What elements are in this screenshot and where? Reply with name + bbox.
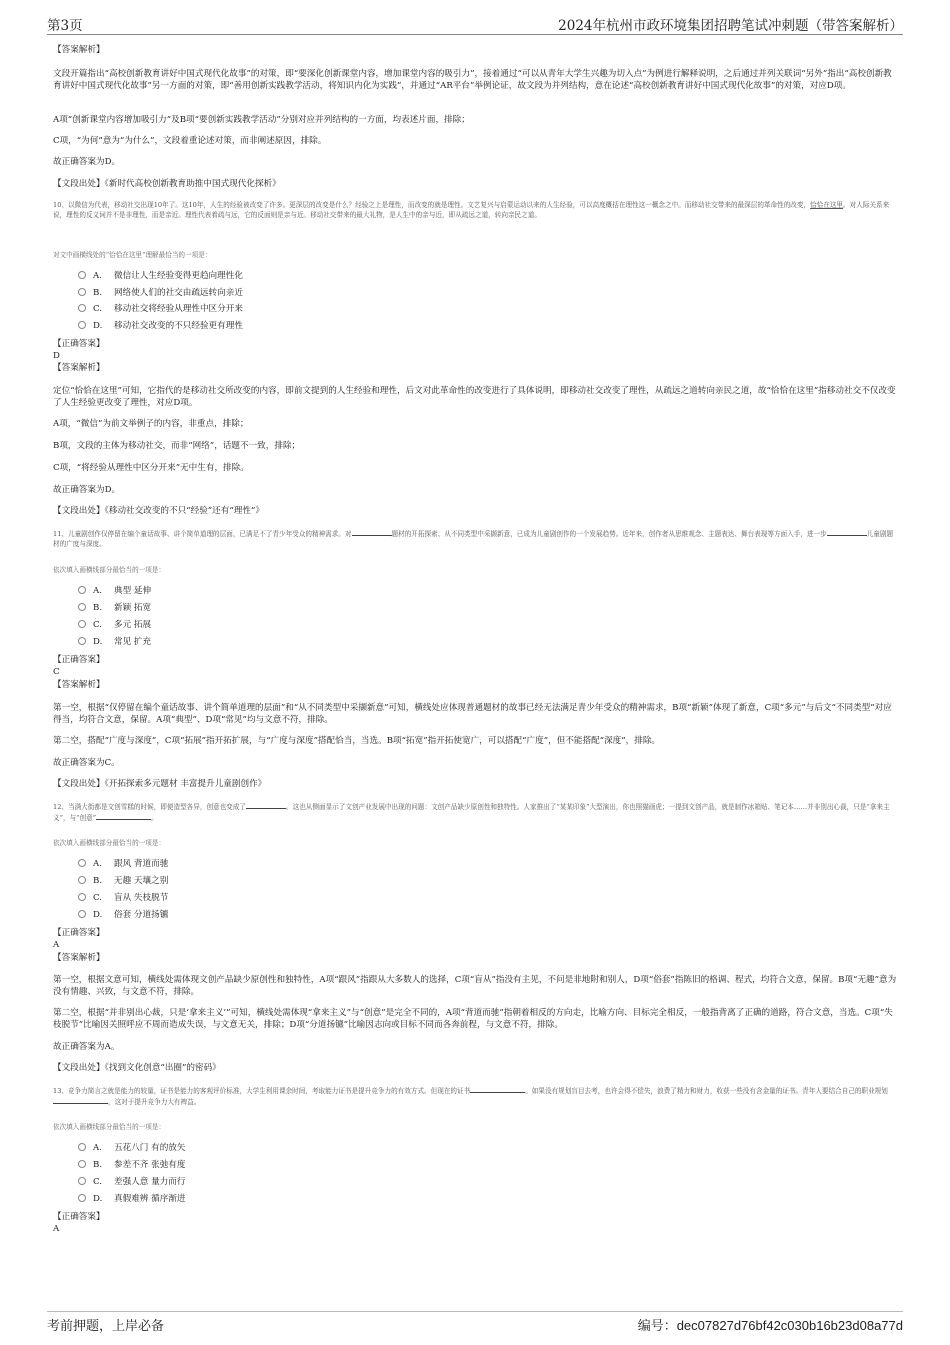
q10-analysis-para2: A项，“微信”为前文举例子的内容，非重点，排除；: [53, 419, 249, 429]
q9-analysis-para1: 文段开篇指出“高校创新教育讲好中国式现代化故事”的对策，即“要深化创新课堂内容，增加课堂内容的吸引力”，接着通过“可以从青年大学生兴趣为切入点”为例进行解释说明，之后通过并列关联词“另外”指出“高校创新教育讲好中国式现代化故事”另一方面的对策，即“善用创新实践教学活动，将知识内化为实践”，并通过“AR平台”举例论证，故文段为并列结构，意在论述“高校创新教育讲好中国式现代化故事”的对策，对应D项。: [53, 69, 892, 91]
q11-conclusion: 故正确答案为C。: [53, 758, 120, 768]
q11-option-b[interactable]: B. 新颖 拓宽: [78, 602, 151, 614]
fill-blank: [827, 528, 867, 536]
page-footer: [47, 1311, 903, 1342]
q12-option-b[interactable]: B. 无趣 天壤之别: [78, 875, 168, 887]
q12-option-a[interactable]: A. 跟风 背道而驰: [78, 858, 168, 870]
q10-option-c[interactable]: C. 移动社交将经验从理性中区分开来: [78, 303, 243, 315]
q13-option-c[interactable]: C. 差强人意 量力而行: [78, 1176, 185, 1188]
radio-button[interactable]: [78, 910, 86, 918]
q10-analysis-para3: B项，文段的主体为移动社交，而非“网络”，话题不一致，排除；: [53, 441, 301, 451]
q9-analysis-heading: 【答案解析】: [53, 45, 105, 55]
q11-source: 【文段出处】《开拓探索多元题材 丰富提升儿童剧创作》: [53, 779, 267, 789]
q11-analysis-para1: 第一空，根据“仅停留在编个童话故事、讲个简单道理的层面”和“从不同类型中采撷新意”可知，横线处应体现普通题材的故事已经无法满足青少年受众的精神需求，B项“新颖”体现了新意，C项“多元”与后文“不同类型”对应得当，均符合文意，保留。A项“典型”、D项“常见”均与文意不符，排除。: [53, 703, 892, 725]
q11-answer-heading: 【正确答案】: [53, 655, 105, 665]
radio-button[interactable]: [78, 620, 86, 628]
radio-button[interactable]: [78, 1194, 86, 1202]
q11-analysis-heading: 【答案解析】: [53, 680, 105, 690]
q13-answer: A: [53, 1224, 60, 1234]
q12-answer: A: [53, 940, 60, 950]
page-header: [47, 14, 903, 35]
q11-prompt: 依次填入画横线部分最恰当的一项是：: [53, 566, 166, 574]
fill-blank: [96, 812, 151, 820]
radio-button[interactable]: [78, 893, 86, 901]
q13-answer-heading: 【正确答案】: [53, 1212, 105, 1222]
q10-prompt: 对文中画横线处的“恰恰在这里”理解最恰当的一项是：: [53, 251, 212, 259]
q9-analysis-para3: C项，“为何”意为“为什么”，文段着重论述对策，而非阐述原因，排除。: [53, 136, 327, 146]
document-code: 编号：dec07827d76bf42c030b16b23d08a77d: [637, 1318, 903, 1333]
radio-button[interactable]: [78, 321, 86, 329]
radio-button[interactable]: [78, 1143, 86, 1151]
radio-button[interactable]: [78, 603, 86, 611]
q12-stem: 12、当满大街都是文创雪糕的时候，即便造型各异，创意也变成了 。这也从侧面显示了文创产业发展中出现的问题：文创产品缺少原创性和独特性。人家推出了“某某印象”大型演出，你也照猫画虎；一提到文创产品，就是制作冰箱贴、笔记本……并非别出心裁，只是“拿来主义”，与“创意” 。: [53, 803, 890, 822]
q13-option-d[interactable]: D. 真假难辨 循序渐进: [78, 1193, 185, 1205]
q12-source: 【文段出处】《找到文化创意“出圈”的密码》: [53, 1063, 221, 1073]
q12-analysis-para1: 第一空，根据文意可知，横线处需体现文创产品缺少原创性和独特性，A项“跟风”指跟从大多数人的选择，C项“盲从”指没有主见，不问是非地附和别人，D项“俗套”指陈旧的格调、程式，均符合文意，保留。B项“无趣”意为没有情趣、兴致，与文意不符，排除。: [53, 975, 897, 997]
q11-answer: C: [53, 667, 60, 677]
q9-source: 【文段出处】《新时代高校创新教育助推中国式现代化探析》: [53, 179, 281, 189]
q11-option-c[interactable]: C. 多元 拓展: [78, 619, 151, 631]
q12-answer-heading: 【正确答案】: [53, 928, 105, 938]
q10-option-a[interactable]: A. 微信让人生经验变得更趋向理性化: [78, 270, 243, 282]
document-title: 2024年杭州市政环境集团招聘笔试冲刺题（带答案解析）: [558, 18, 903, 34]
q11-analysis-para2: 第二空，搭配“广度与深度”，C项“拓展”指开拓扩展，与“广度与深度”搭配恰当，当选。B项“拓宽”指开拓使宽广，可以搭配“广度”，但不能搭配“深度”，排除。: [53, 736, 661, 746]
q9-conclusion: 故正确答案为D。: [53, 157, 121, 167]
radio-button[interactable]: [78, 304, 86, 312]
q12-prompt: 依次填入画横线部分最恰当的一项是：: [53, 839, 166, 847]
q10-stem: 10、以微信为代表，移动社交出现10年了。这10年，人生的经验被改变了许多。更深层的改变是什么？经验之上是理性，而改变的就是理性。文艺复兴与启蒙运动以来的人生经验，可以高度概括在理性这一概念之中。而移动社交带来的最深层的革命性的改变，恰恰在这里。对人际关系来说，理性的反义词并不是非理性，而是亲近。理性代表着疏与远，它的反面则是亲与近。移动社交带来的最大礼物，是人生中的亲与近，即从疏远之道，转向亲民之道。: [53, 201, 890, 219]
radio-button[interactable]: [78, 1177, 86, 1185]
q10-analysis-para4: C项，“将经验从理性中区分开来”无中生有，排除。: [53, 463, 249, 473]
q12-analysis-heading: 【答案解析】: [53, 953, 105, 963]
q12-option-c[interactable]: C. 盲从 失枝脱节: [78, 892, 168, 904]
q10-conclusion: 故正确答案为D。: [53, 485, 121, 495]
q10-analysis-heading: 【答案解析】: [53, 363, 105, 373]
q11-option-a[interactable]: A. 典型 延伸: [78, 585, 151, 597]
q12-analysis-para2: 第二空，根据“并非别出心裁，只是‘拿来主义’”可知，横线处需体现“拿来主义”与“创意”是完全不同的，A项“背道而驰”指朝着相反的方向走，比喻方向、目标完全相反，一般指背离了正确的道路，符合文意，当选。C项“失枝脱节”比喻因关照呼应不周而造成失误，与文意无关，排除；D项“分道扬镳”比喻因志向或目标不同而各奔前程，与文意不符，排除。: [53, 1008, 893, 1030]
q13-stem: 13、竞争力简言之就是能力的较量，证书是能力的客观评价标准，大学生利用课余时间，考取能力证书是提升竞争力的有效方式。但现在的证书 。如果没有规划盲目去考，也许会得不偿失，浪费了精力和财力，收获一些没有含金量的证书。青年人要结合自己的职业规划，这对于提升竞争力大有裨益。: [53, 1087, 888, 1106]
q9-analysis-para2: A项“创新课堂内容增加吸引力”及B项“要创新实践教学活动”分别对应并列结构的一方面，均表述片面，排除；: [53, 115, 470, 125]
q13-prompt: 依次填入画横线部分最恰当的一项是：: [53, 1123, 166, 1131]
q10-source: 【文段出处】《移动社交改变的不只“经验”还有“理性”》: [53, 506, 264, 516]
q10-answer: D: [53, 351, 60, 361]
page-number: 第3页: [47, 18, 83, 34]
q11-stem: 11、儿童剧创作仅停留在编个童话故事、讲个简单道理的层面，已满足不了青少年受众的精神需求。对 题材的开拓探索、从不同类型中采撷新意，已成为儿童剧创作的一个发展趋势。近年来，创作者从思维观念、主题表达、舞台表现等方面入手，进一步 儿童剧题材的广度与深度。: [53, 530, 894, 548]
footer-motto: 考前押题，上岸必备: [47, 1319, 165, 1334]
q10-option-b[interactable]: B. 网络使人们的社交由疏远转向亲近: [78, 287, 243, 299]
q12-conclusion: 故正确答案为A。: [53, 1042, 120, 1052]
fill-blank: [470, 1085, 525, 1093]
radio-button[interactable]: [78, 271, 86, 279]
q12-option-d[interactable]: D. 俗套 分道扬镳: [78, 909, 168, 921]
radio-button[interactable]: [78, 876, 86, 884]
radio-button[interactable]: [78, 1160, 86, 1168]
fill-blank: [53, 1096, 108, 1104]
radio-button[interactable]: [78, 859, 86, 867]
fill-blank: [246, 801, 286, 809]
radio-button[interactable]: [78, 586, 86, 594]
q13-option-a[interactable]: A. 五花八门 有的放矢: [78, 1142, 185, 1154]
q10-analysis-para1: 定位“恰恰在这里”可知，它指代的是移动社交所改变的内容，即前文提到的人生经验和理性，后文对此革命性的改变进行了具体说明，即移动社交改变了理性，从疏远之道转向亲民之道，故“恰恰在这里”指移动社交不仅改变了人生经验更改变了理性，对应D项。: [53, 386, 896, 408]
q10-underlined-phrase: 恰恰在这里: [810, 201, 844, 209]
radio-button[interactable]: [78, 637, 86, 645]
fill-blank: [352, 528, 392, 536]
q10-answer-heading: 【正确答案】: [53, 339, 105, 349]
radio-button[interactable]: [78, 288, 86, 296]
q13-option-b[interactable]: B. 参差不齐 张弛有度: [78, 1159, 185, 1171]
q10-option-d[interactable]: D. 移动社交改变的不只经验更有理性: [78, 320, 243, 332]
q11-option-d[interactable]: D. 常见 扩充: [78, 636, 151, 648]
